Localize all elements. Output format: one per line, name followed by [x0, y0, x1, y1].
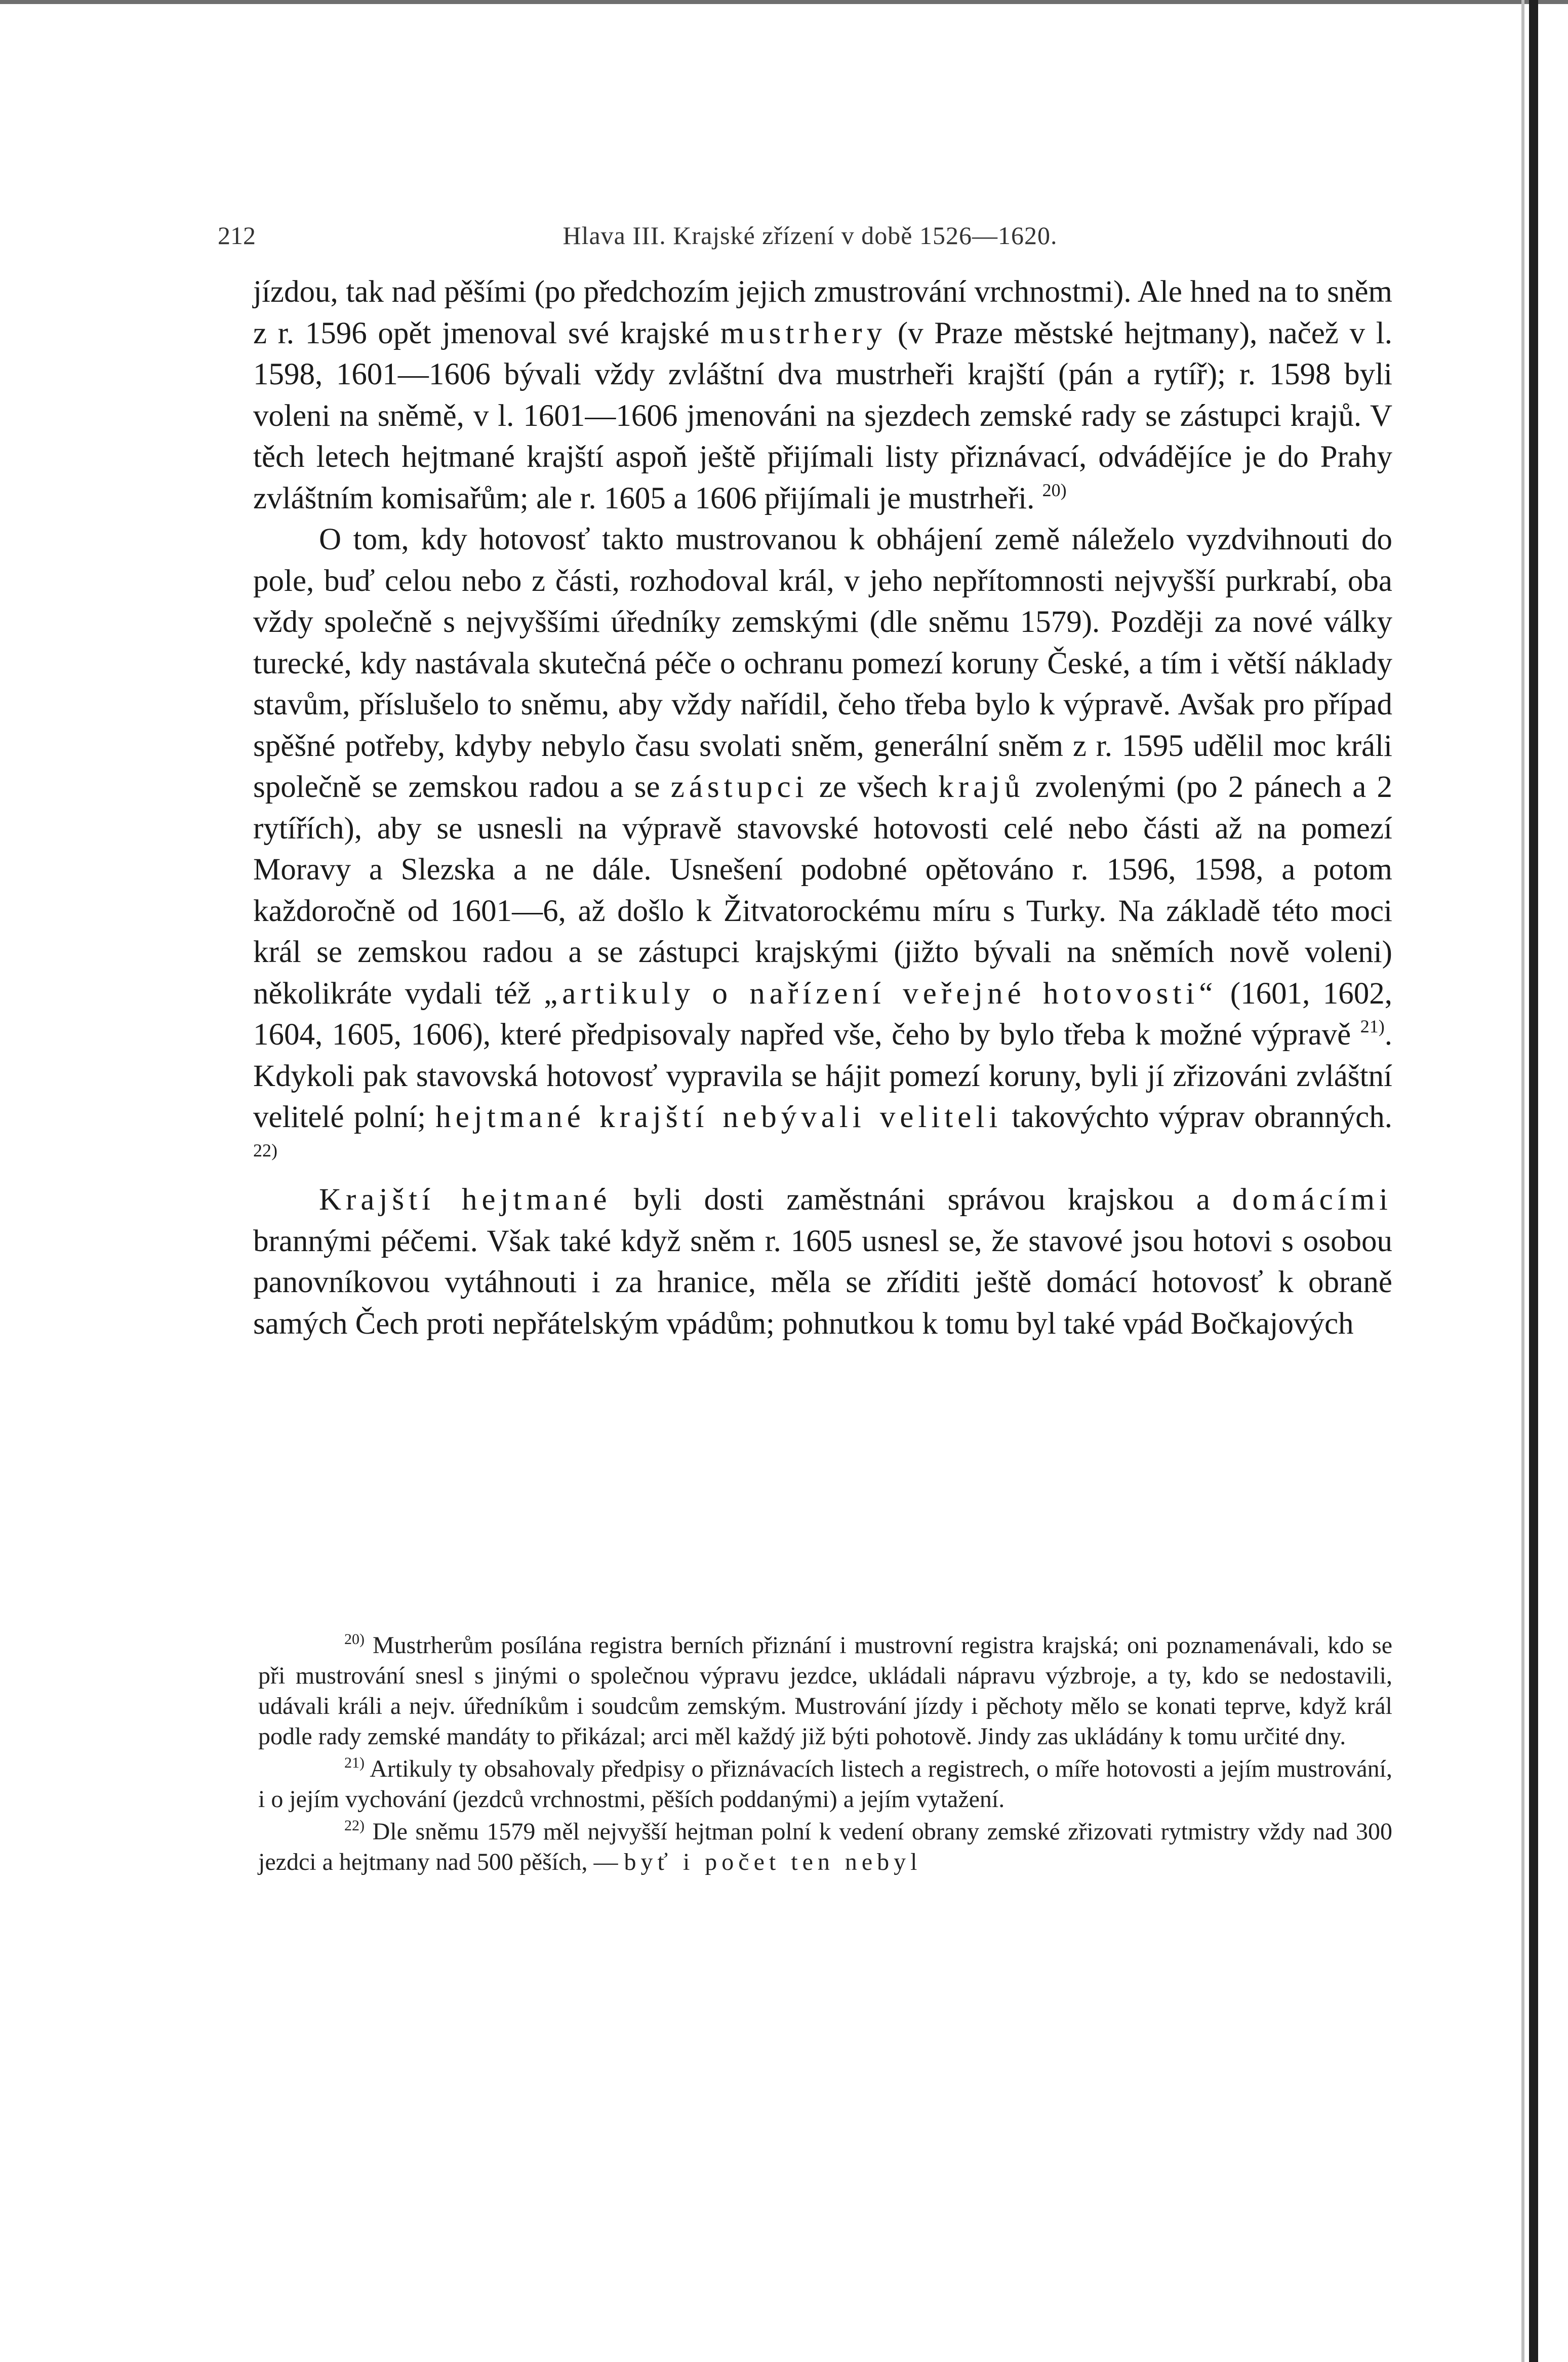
note-reference: 20) [1042, 479, 1067, 500]
note-reference: 20) [344, 1631, 365, 1648]
emphasized-text: krajů [938, 770, 1025, 804]
main-text [253, 271, 1392, 1344]
text-run: takovýchto výprav obranných. [1002, 1100, 1392, 1134]
text-run: (v Praze městské hejtmany), načež v l. 1598, 1601—1606 bývali vždy zvláštní dva mustrheři krajští (pán a rytíř); r. 1598 byli voleni na sněmě, v l. 1601—1606 jmenováni na sjezdech zemské rady se zástupci krajů. V těch letech hejtmané krajští aspoň ještě přijímali listy přiznávací, odvádějíce je do Prahy zvláštním komisařům; ale r. 1605 a 1606 přijímali je mustrheři. [253, 316, 1392, 515]
text-run: Mustrherům posílána registra berních přiznání i mustrovní registra krajská; oni poznamenávali, kdo se při mustrování snesl s jinými o společnou výpravu jezdce, ukládali nápravu výzbroje, a ty, kdo se nedostavili, udávali králi a nejv. úředníkům i soudcům zemským. Mustrování jízdy i pěchoty mělo se konati teprve, když král podle rady zemské mandáty to přikázal; arci měl každý již býti pohotově. Jindy zas ukládány k tomu určité dny. [258, 1632, 1392, 1750]
running-title: Hlava III. Krajské zřízení v době 1526—1620. [562, 221, 1058, 250]
text-run: Artikuly ty obsahovaly předpisy o přiznávacích listech a registrech, o míře hotovosti a jejím mustrování, i o jejím vychování (jezdců vrchnostmi, pěších poddanými) a jejím vytažení. [258, 1755, 1392, 1813]
footnotes [258, 1630, 1392, 1879]
footnote [258, 1817, 1392, 1877]
running-header [218, 218, 1402, 253]
text-run: brannými péčemi. Však také když sněm r. 1605 usnesl se, že stavové jsou hotovi s osobou panovníkovou vytáhnouti i za hranice, měla se zříditi ještě domácí hotovosť k obraně samých Čech proti nepřátelským vpádům; pohnutkou k tomu byl také vpád Bočkajových [253, 1224, 1392, 1341]
text-run: (1601, 1602, 1604, 1605, 1606), které předpisovaly napřed vše, čeho by bylo třeba k možné výpravě [253, 976, 1392, 1052]
paragraph [253, 1179, 1392, 1344]
text-run: byli dosti zaměstnáni správou krajskou a [611, 1183, 1233, 1217]
emphasized-text: mustrhery [720, 316, 887, 350]
text-run: O tom, kdy hotovosť takto mustrovanou k obhájení země náleželo vyzdvihnouti do pole, buď celou nebo z části, rozhodoval král, v jeho nepřítomnosti nejvyšší purkrabí, oba vždy společně s nejvyššími úředníky zemskými (dle sněmu 1579). Později za nové války turecké, kdy nastávala skutečná péče o ochranu pomezí koruny České, a tím i větší náklady stavům, příslušelo to sněmu, aby vždy nařídil, čeho třeba bylo k výpravě. Avšak pro případ spěšné potřeby, kdyby nebylo času svolati sněm, generální sněm z r. 1595 udělil moc králi společně se zemskou radou a se [253, 523, 1392, 804]
footnote [258, 1754, 1392, 1815]
text-run: zvolenými (po 2 pánech a 2 rytířích), aby se usnesli na výpravě stavovské hotovosti celé nebo části až na pomezí Moravy a Slezska a ne dále. Usnešení podobné opětováno r. 1596, 1598, a potom každoročně od 1601—6, až došlo k Žitvatorockému míru s Turky. Na základě této moci král se zemskou radou a se zástupci krajskými (jižto bývali na sněmích nově voleni) několikráte vydali též [253, 770, 1392, 1011]
text-run: Dle sněmu 1579 měl nejvyšší hejtman polní k vedení obrany zemské zřizovati rytmistry vždy nad 300 jezdci a hejtmany nad 500 pěších, — [258, 1818, 1392, 1875]
emphasized-text: Krajští hejtmané [319, 1183, 612, 1217]
emphasized-text: hejtmané krajští nebývali veliteli [435, 1100, 1002, 1134]
footnote [258, 1630, 1392, 1752]
emphasized-text: zástupci [670, 770, 809, 804]
emphasized-text: domácími [1232, 1183, 1392, 1217]
note-reference: 22) [344, 1817, 365, 1834]
paragraph [253, 271, 1392, 519]
page-number: 212 [218, 221, 256, 250]
book-spine-edge [1529, 0, 1538, 2362]
note-reference: 21) [344, 1754, 365, 1771]
page-edge-shadow [1521, 0, 1524, 2362]
text-run: . Kdykoli pak stavovská hotovosť vypravila se hájit pomezí koruny, byli jí zřizováni zvláštní velitelé polní; [253, 1018, 1392, 1134]
note-reference: 21) [1360, 1016, 1385, 1036]
paragraph [253, 519, 1392, 1179]
text-run: jízdou, tak nad pěšími (po předchozím jejich zmustrování vrchnostmi). Ale hned na to sněm z r. 1596 opět jmenoval své krajské [253, 275, 1392, 350]
emphasized-text: „artikuly o nařízení veřejné hotovosti“ [544, 976, 1218, 1011]
note-reference: 22) [253, 1140, 277, 1160]
emphasized-text: byť i počet ten nebyl [624, 1849, 922, 1875]
text-run: ze všech [808, 770, 939, 804]
top-scan-border [0, 0, 1568, 4]
